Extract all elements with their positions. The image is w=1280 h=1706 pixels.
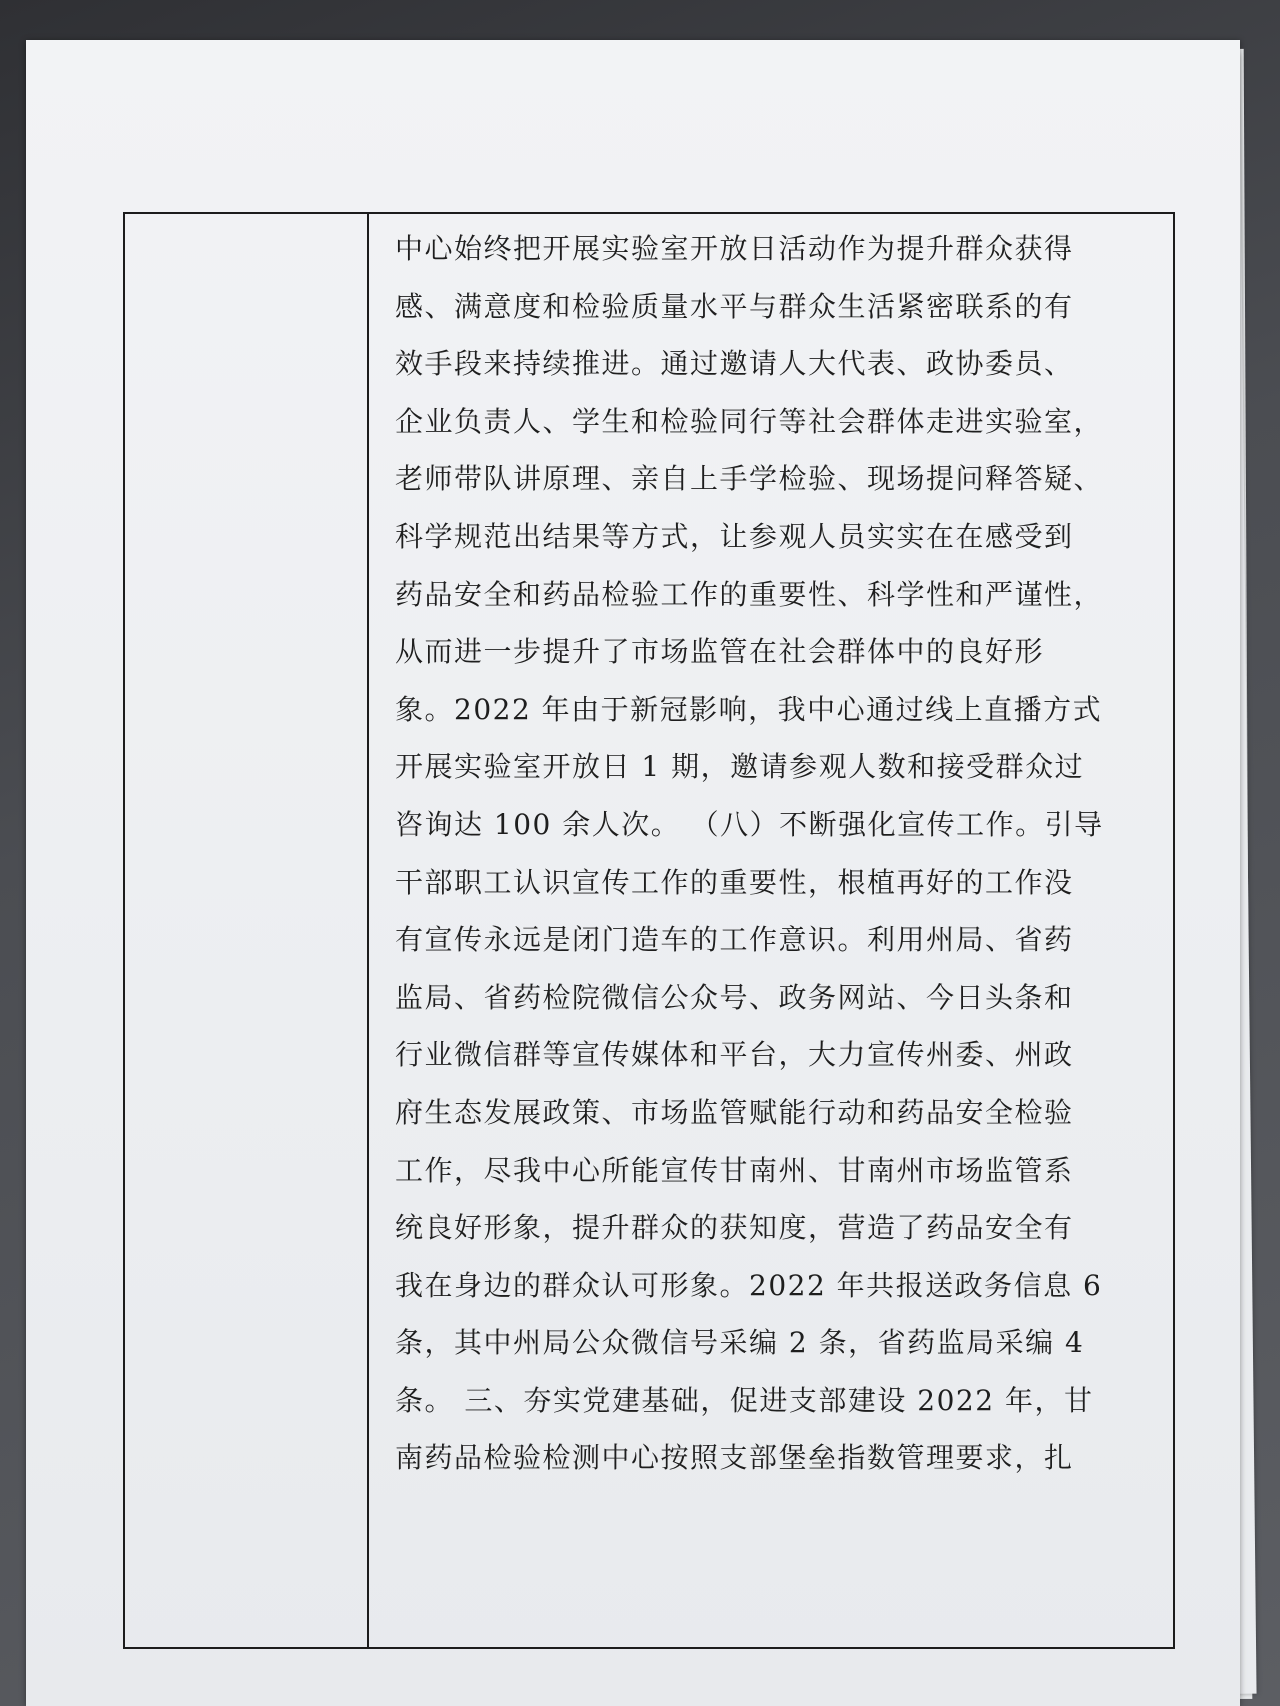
text-line: 统良好形象，提升群众的获知度，营造了药品安全有 xyxy=(395,1211,1074,1245)
text-line: 感、满意度和检验质量水平与群众生活紧密联系的有 xyxy=(395,289,1074,323)
text-line: 府生态发展政策、市场监管赋能行动和药品安全检验 xyxy=(395,1095,1074,1129)
text-line: 南药品检验检测中心按照支部堡垒指数管理要求，扎 xyxy=(395,1441,1074,1475)
text-line: 从而进一步提升了市场监管在社会群体中的良好形 xyxy=(395,635,1045,669)
document-page xyxy=(26,40,1240,1706)
text-line: 我在身边的群众认可形象。2022 年共报送政务信息 6 xyxy=(395,1268,1103,1302)
text-line: 干部职工认识宣传工作的重要性，根植再好的工作没 xyxy=(395,865,1074,899)
column-divider xyxy=(367,214,369,1647)
text-line: 开展实验室开放日 1 期，邀请参观人数和接受群众过 xyxy=(395,750,1085,784)
text-line: 工作，尽我中心所能宣传甘南州、甘南州市场监管系 xyxy=(395,1153,1074,1187)
text-line: 中心始终把开展实验室开放日活动作为提升群众获得 xyxy=(395,232,1074,265)
text-line: 老师带队讲原理、亲自上手学检验、现场提问释答疑、 xyxy=(395,462,1104,496)
text-line: 效手段来持续推进。通过邀请人大代表、政协委员、 xyxy=(395,347,1074,381)
form-label-cell xyxy=(125,214,367,1647)
text-line: 药品安全和药品检验工作的重要性、科学性和严谨性， xyxy=(395,577,1104,611)
text-line: 行业微信群等宣传媒体和平台，大力宣传州委、州政 xyxy=(395,1038,1074,1072)
text-line: 监局、省药检院微信公众号、政务网站、今日头条和 xyxy=(395,980,1074,1014)
text-line: 有宣传永远是闭门造车的工作意识。利用州局、省药 xyxy=(395,923,1074,957)
text-line: 企业负责人、学生和检验同行等社会群体走进实验室， xyxy=(395,404,1104,438)
text-line: 科学规范出结果等方式，让参观人员实实在在感受到 xyxy=(395,519,1074,553)
text-line: 条。 三、夯实党建基础，促进支部建设 2022 年，甘 xyxy=(395,1383,1094,1417)
text-line: 象。2022 年由于新冠影响，我中心通过线上直播方式 xyxy=(395,692,1103,726)
form-content-cell xyxy=(395,214,1165,1647)
text-line: 咨询达 100 余人次。 （八）不断强化宣传工作。引导 xyxy=(395,807,1104,841)
text-line: 条，其中州局公众微信号采编 2 条，省药监局采编 4 xyxy=(395,1326,1085,1360)
form-table xyxy=(123,212,1175,1649)
